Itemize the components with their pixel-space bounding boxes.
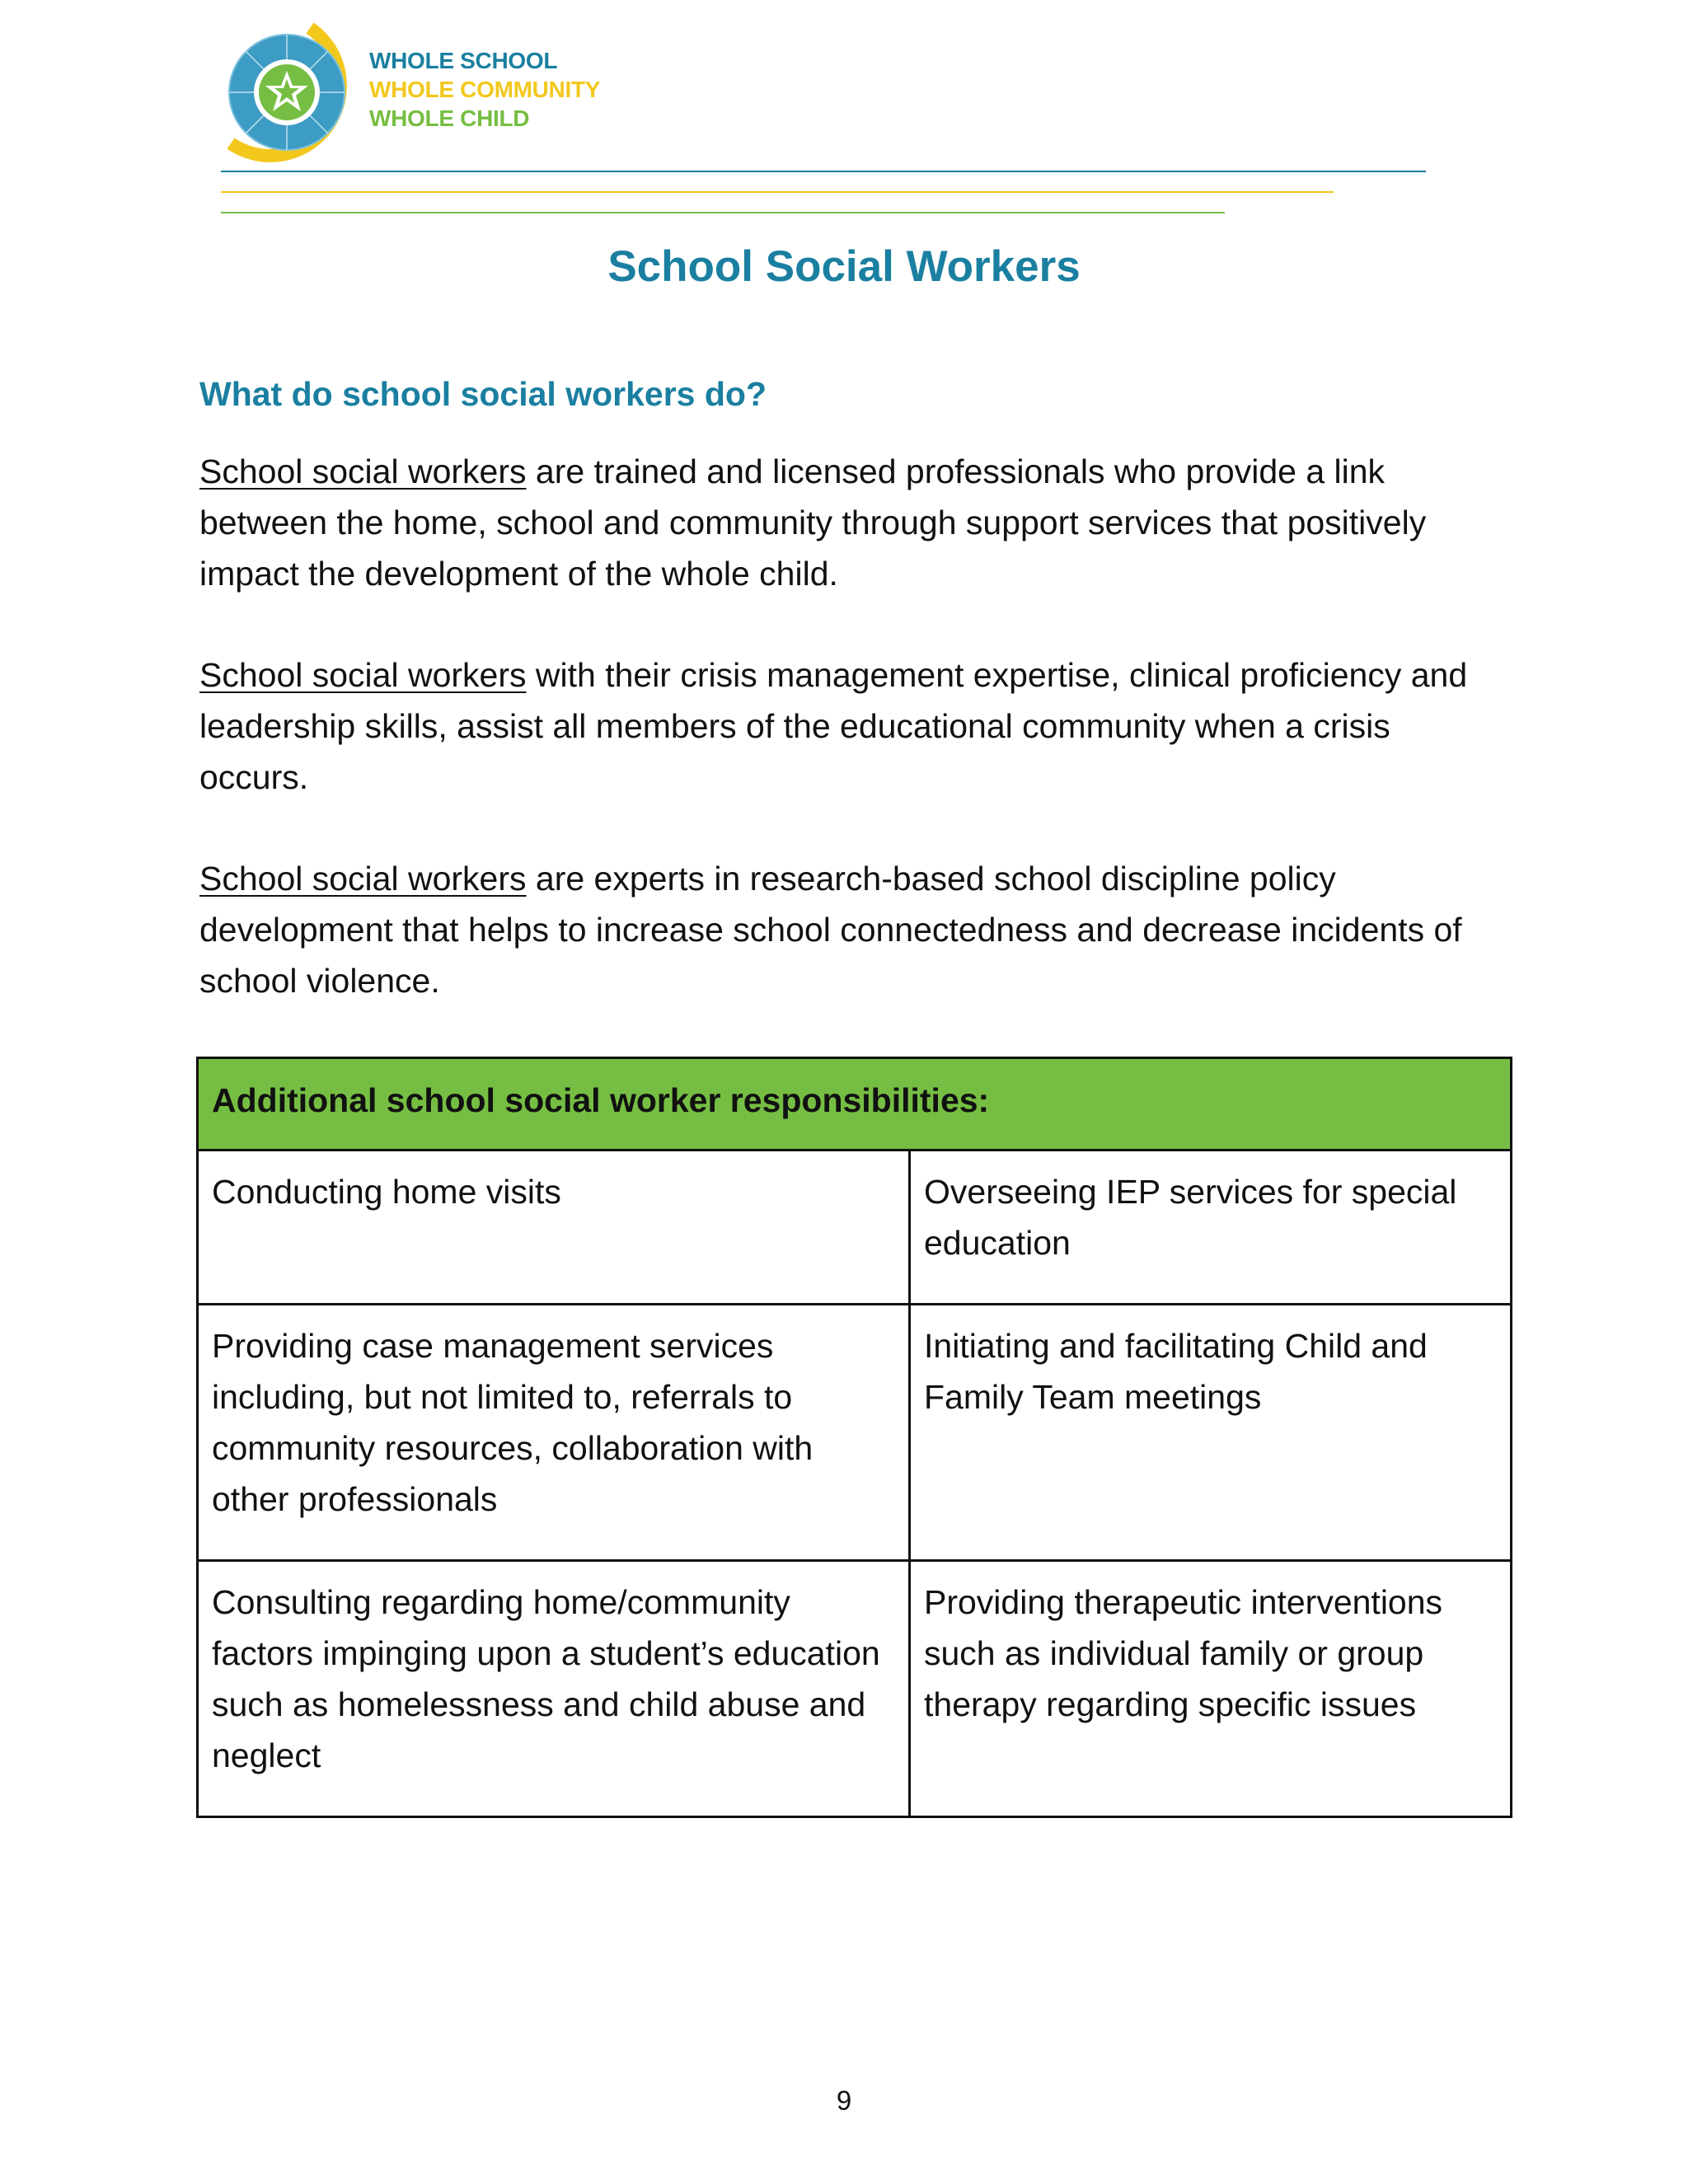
table-cell: Consulting regarding home/community factors impinging upon a student’s education such as homelessness and child abuse and neglect [198,1561,910,1817]
table-header-row [198,1058,1512,1151]
paragraph-2 [199,649,1502,803]
table-header: Additional school social worker responsibilities: [198,1058,1512,1151]
page-number: 9 [836,2085,852,2116]
table-cell: Providing therapeutic interventions such as individual family or group therapy regarding specific issues [910,1561,1512,1817]
school-social-workers-link[interactable]: School social workers [199,452,527,490]
paragraph-text: with their crisis management expertise, clinical proficiency and leadership skills, assist all members of the educational community when a crisis occurs. [199,656,1468,796]
responsibilities-table [196,1057,1512,1818]
paragraph-3 [199,853,1502,1006]
paragraph-text: are trained and licensed professionals who provide a link between the home, school and community through support services that positively impact the development of the whole child. [199,452,1427,593]
header-rule-blue [221,171,1426,172]
header-rule-yellow [221,191,1334,193]
logo-emblem-icon [213,20,361,164]
school-social-workers-link[interactable]: School social workers [199,656,527,694]
table-row [198,1151,1512,1305]
table-cell: Conducting home visits [198,1151,910,1305]
table-cell: Overseeing IEP services for special education [910,1151,1512,1305]
header-rule-green [221,212,1225,213]
logo-text [369,46,600,133]
logo-line-whole-community: WHOLE COMMUNITY [369,77,601,102]
table-cell: Providing case management services including, but not limited to, referrals to community resources, collaboration with other professionals [198,1305,910,1561]
table-cell: Initiating and facilitating Child and Family Team meetings [910,1305,1512,1561]
school-social-workers-link[interactable]: School social workers [199,860,527,898]
table-row [198,1561,1512,1817]
table-row [198,1305,1512,1561]
paragraph-text: are experts in research-based school discipline policy development that helps to increase school connectedness and decrease incidents of school violence. [199,860,1462,1000]
logo-line-whole-school: WHOLE SCHOOL [369,48,558,73]
logo-line-whole-child: WHOLE CHILD [369,105,530,131]
paragraph-1 [199,446,1502,599]
section-heading: What do school social workers do? [199,375,767,413]
page-title: School Social Workers [607,242,1081,291]
